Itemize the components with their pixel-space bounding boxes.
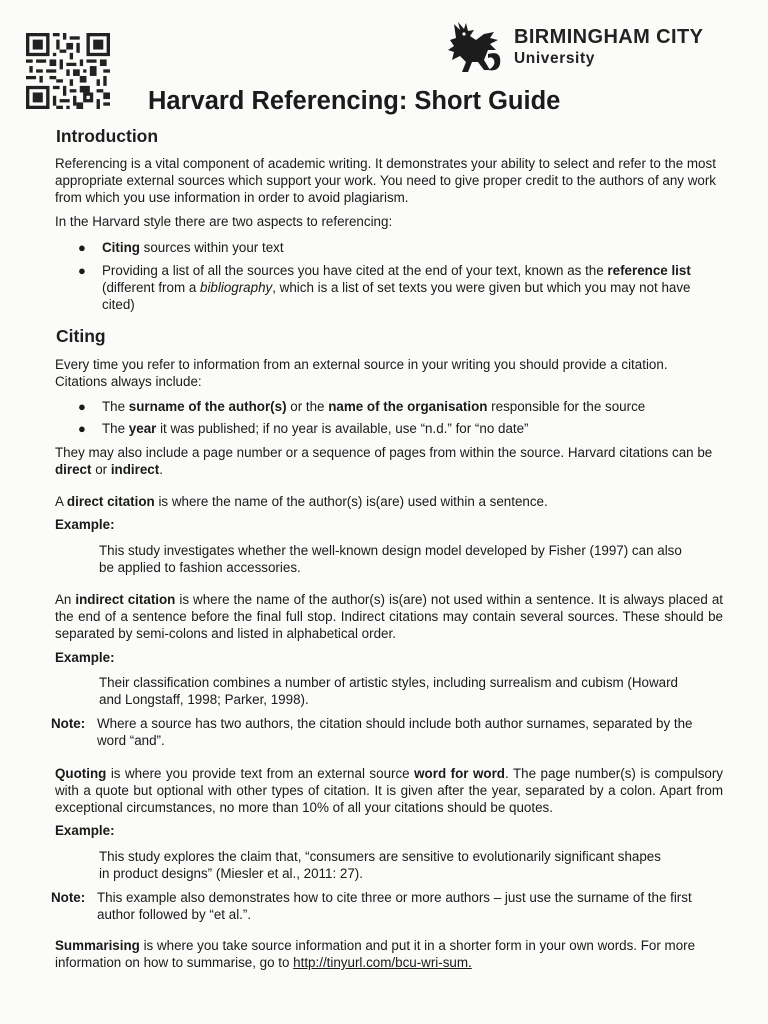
introduction-heading: Introduction (56, 126, 159, 146)
example-3: This study explores the claim that, “consumers are sensitive to evolutionarily significant shapes in product designs” (Miesler et al., 2011: 27). (99, 849, 661, 881)
bullet-icon: ● (78, 421, 86, 436)
intro-paragraph-2: In the Harvard style there are two aspects to referencing: (55, 214, 393, 229)
bullet-icon: ● (78, 263, 86, 278)
citing-paragraph-2: They may also include a page number or a sequence of pages from within the source. Harvard citations can be direct or indirect. (55, 445, 713, 477)
direct-citation-paragraph: A direct citation is where the name of the author(s) is(are) used within a sentence. (55, 494, 548, 509)
example-1: This study investigates whether the well-known design model developed by Fisher (1997) can also be applied to fashion accessories. (99, 543, 682, 575)
indirect-citation-paragraph: An indirect citation is where the name of the author(s) is(are) not used within a sentence. It is always placed at the end of a sentence before the final full stop. Indirect citations may contain several sources. These should be separated by semi-colons and listed in alphabetical order. (55, 592, 723, 641)
document-page: BIRMINGHAM CITY University Harvard Referencing: Short Guide Introduction Referencing is a vital component of academic writing. It demonstrates your ability to select and refer to the most appropriate external sources which support your work. You need to give proper credit to the authors of any work from which you use information in order to avoid plagiarism. In the Harvard style there are two aspects to referencing: ● Citing sources within your text ● Providing a list of all the sources you have cited at the end of your text, known as the reference list (different from a bibliography, which is a list of set texts you were given but which you may not have cited) Citing Every time you refer to information from an external source in your writing you should provide a citation. Citations always include: ● The surname of the author(s) or the name of the organisation responsible for the source ● The year it was published; if no year is available, use “n.d.” for “no date” They may also include a page number or a sequence of pages from within the source. Harvard citations can be direct or indirect. A direct citation is where the name of the author(s) is(are) used within a sentence. Example: This study investigates whether the well-known design model developed by Fisher (1997) can also be applied to fashion accessories. An indirect citation is where the name of the author(s) is(are) not used within a sentence. It is always placed at the end of a sentence before the final full stop. Indirect citations may contain several sources. These should be separated by semi-colons and listed in alphabetical order. Example: Their classification combines a number of artistic styles, including surrealism and cubism (Howard and Longstaff, 1998; Parker, 1998). Note: Where a source has two authors, the citation should include both author surnames, separated by the word “and”. Quoting is where you provide text from an external source word for word. The page number(s) is compulsory with a quote but optional with other types of citation. It is given after the year, separated by a colon. Apart from exceptional circumstances, no more than 10% of all your citations should be quotes. Example: This study explores the claim that, “consumers are sensitive to evolutionarily significant shapes in product designs” (Miesler et al., 2011: 27). Note: This example also demonstrates how to cite three or more authors – just use the surname of the first author followed by “et al.”. Summarising is where you take source information and put it in a shorter form in your own words. For more information on how to summarise, go to http://tinyurl.com/bcu-wri-sum. (0, 0, 768, 1024)
note-text: This example also demonstrates how to cite three or more authors – just use the surname of the first author followed by “et al.”. (97, 890, 692, 922)
example-label: Example: (55, 823, 115, 838)
example-label: Example: (55, 517, 115, 532)
page-title: Harvard Referencing: Short Guide (148, 87, 561, 115)
qr-code (26, 33, 110, 109)
note-text: Where a source has two authors, the citation should include both author surnames, separated by the word “and”. (97, 716, 693, 748)
note-label: Note: (51, 890, 86, 905)
citing-heading: Citing (56, 326, 106, 346)
example-2: Their classification combines a number of artistic styles, including surrealism and cubism (Howard and Longstaff, 1998; Parker, 1998). (99, 675, 678, 707)
summarise-link[interactable]: http://tinyurl.com/bcu-wri-sum. (293, 955, 472, 970)
university-subtitle: University (514, 50, 595, 67)
bullet-icon: ● (78, 399, 86, 414)
note-label: Note: (51, 716, 86, 731)
citing-paragraph-1: Every time you refer to information from an external source in your writing you should provide a citation. Citations always include: (55, 357, 668, 389)
intro-paragraph-1: Referencing is a vital component of academic writing. It demonstrates your ability to select and refer to the most appropriate external sources which support your work. You need to give proper credit to the authors of any work from which you use information in order to avoid plagiarism. (55, 156, 716, 205)
summarising-paragraph: Summarising is where you take source information and put it in a shorter form in your own words. For more information on how to summarise, go to http://tinyurl.com/bcu-wri-sum. (55, 938, 696, 970)
griffin-crest-icon (444, 20, 506, 74)
quoting-paragraph: Quoting is where you provide text from an external source word for word. The page number(s) is compulsory with a quote but optional with other types of citation. It is given after the year, separated by a colon. Apart from exceptional circumstances, no more than 10% of all your citations should be quotes. (55, 766, 724, 815)
example-label: Example: (55, 650, 115, 665)
university-name: BIRMINGHAM CITY (514, 26, 704, 48)
university-logo (444, 20, 734, 76)
bullet-icon: ● (78, 240, 86, 255)
